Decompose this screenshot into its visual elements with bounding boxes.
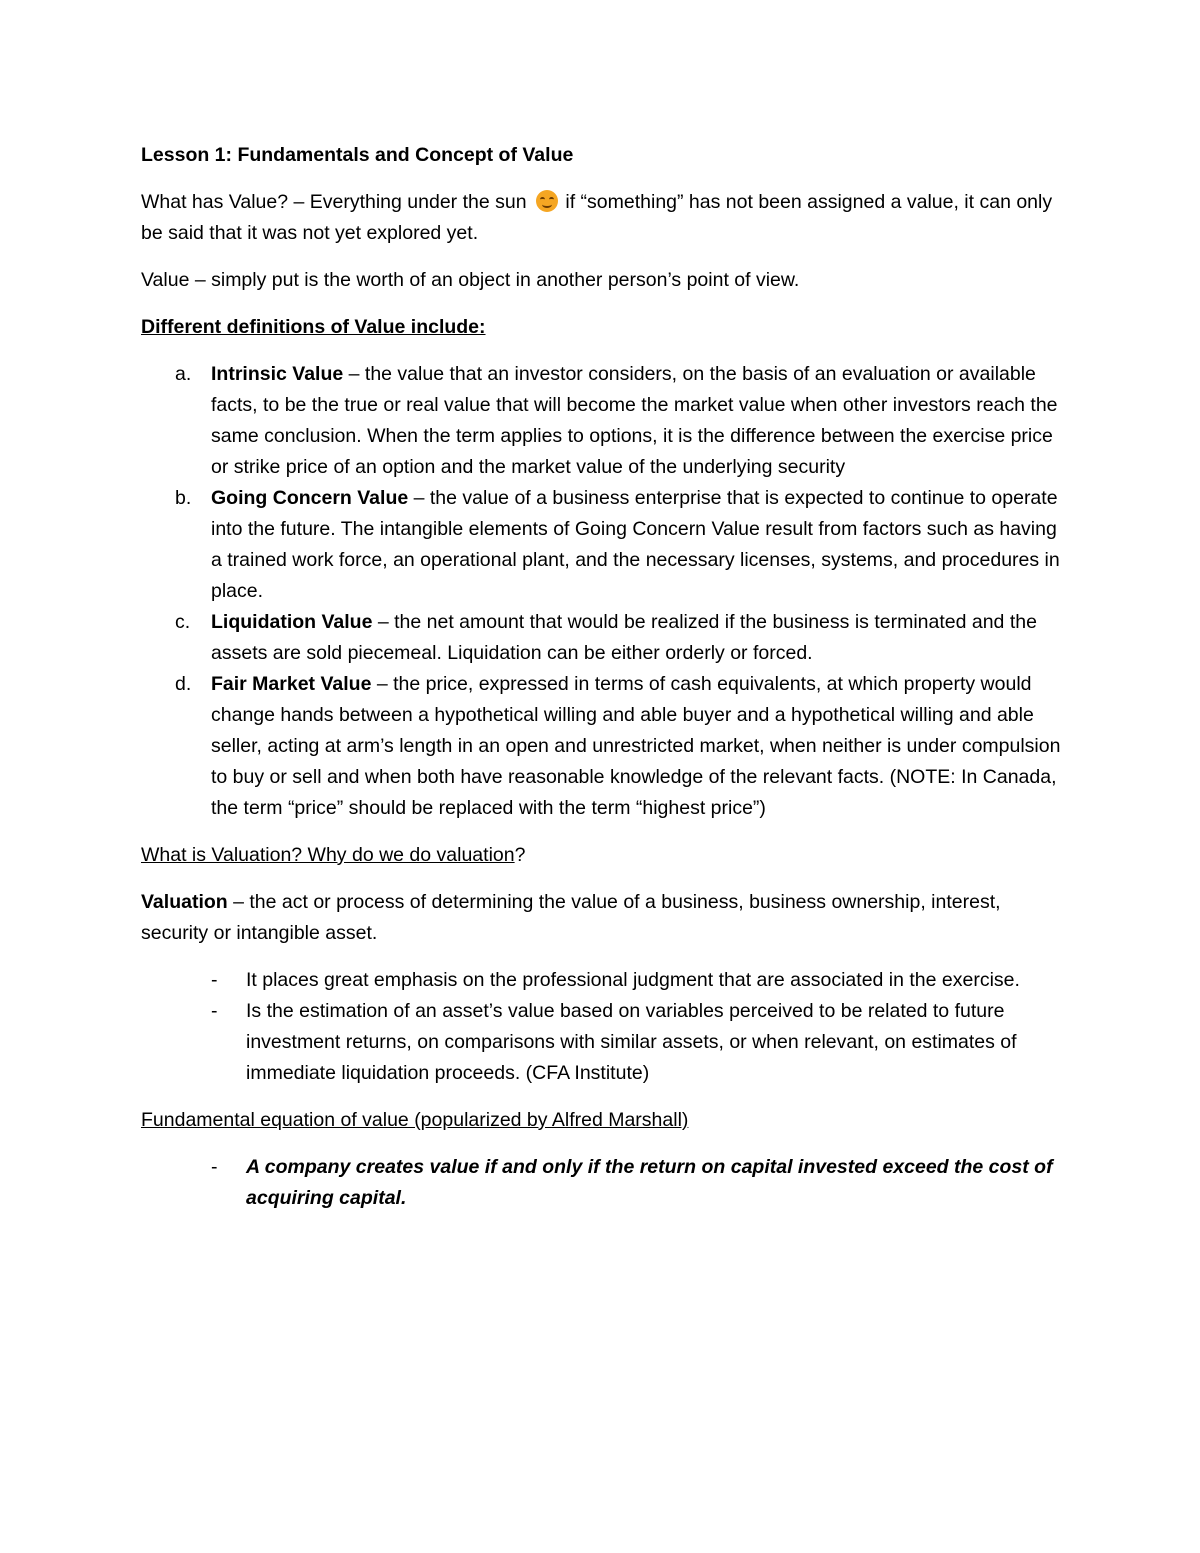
valuation-points-list	[141, 965, 1066, 1089]
definition-item	[141, 483, 1066, 607]
equation-points-list	[141, 1152, 1066, 1214]
intro-paragraph	[141, 187, 1066, 249]
list-marker: a.	[175, 363, 192, 385]
definition-term: Going Concern Value	[211, 487, 409, 509]
valuation-heading-tail: ?	[514, 844, 526, 866]
list-item	[141, 996, 1066, 1089]
list-item-text: It places great emphasis on the professional judgment that are associated in the exercise.	[246, 969, 1020, 991]
equation-heading: Fundamental equation of value (popularized by Alfred Marshall)	[141, 1109, 689, 1131]
definition-item	[141, 359, 1066, 483]
definition-text: – the value of a business enterprise that is expected to continue to operate into the future. The intangible elements of Going Concern Value result from factors such as having a trained work force, an operational plant, and the necessary licenses, systems, and procedures in place.	[211, 487, 1060, 602]
list-item	[141, 1152, 1066, 1214]
valuation-text: – the act or process of determining the value of a business, business ownership, interest, security or intangible asset.	[141, 891, 1001, 944]
dash-marker: -	[211, 1000, 218, 1022]
valuation-definition	[141, 887, 1066, 949]
value-definition: Value – simply put is the worth of an object in another person’s point of view.	[141, 269, 800, 291]
list-marker: b.	[175, 487, 192, 509]
smiling-face-icon	[536, 190, 558, 212]
intro-text-end: if “something” has not been assigned a value, it can only be said that it was not yet explored yet.	[141, 191, 1053, 244]
list-item	[141, 965, 1066, 996]
list-marker: d.	[175, 673, 192, 695]
valuation-term: Valuation	[141, 891, 228, 913]
list-marker: c.	[175, 611, 191, 633]
document-page	[141, 140, 1066, 1230]
definition-term: Intrinsic Value	[211, 363, 344, 385]
definitions-heading: Different definitions of Value include:	[141, 316, 486, 338]
intro-text-start: What has Value? – Everything under the sun	[141, 191, 527, 213]
definition-term: Liquidation Value	[211, 611, 373, 633]
list-item-text: Is the estimation of an asset’s value based on variables perceived to be related to future investment returns, on comparisons with similar assets, or when relevant, on estimates of immediate liquidation proceeds. (CFA Institute)	[246, 1000, 1017, 1084]
definition-text: – the price, expressed in terms of cash equivalents, at which property would change hands between a hypothetical willing and able buyer and a hypothetical willing and able seller, acting at arm’s length in an open and unrestricted market, when neither is under compulsion to buy or sell and when both have reasonable knowledge of the relevant facts. (NOTE: In Canada, the term “price” should be replaced with the term “highest price”)	[211, 673, 1061, 819]
dash-marker: -	[211, 1156, 218, 1178]
dash-marker: -	[211, 969, 218, 991]
definitions-list	[141, 359, 1066, 824]
valuation-heading-underlined: What is Valuation? Why do we do valuation	[141, 844, 515, 866]
definition-text: – the value that an investor considers, on the basis of an evaluation or available facts, to be the true or real value that will become the market value when other investors reach the same conclusion. When the term applies to options, it is the difference between the exercise price or strike price of an option and the market value of the underlying security	[211, 363, 1058, 478]
list-item-text: A company creates value if and only if the return on capital invested exceed the cost of acquiring capital.	[246, 1156, 1053, 1209]
definition-term: Fair Market Value	[211, 673, 372, 695]
definition-item	[141, 669, 1066, 824]
valuation-heading	[141, 840, 1066, 871]
definition-text: – the net amount that would be realized if the business is terminated and the assets are sold piecemeal. Liquidation can be either orderly or forced.	[211, 611, 1037, 664]
definition-item	[141, 607, 1066, 669]
lesson-title: Lesson 1: Fundamentals and Concept of Value	[141, 144, 574, 166]
